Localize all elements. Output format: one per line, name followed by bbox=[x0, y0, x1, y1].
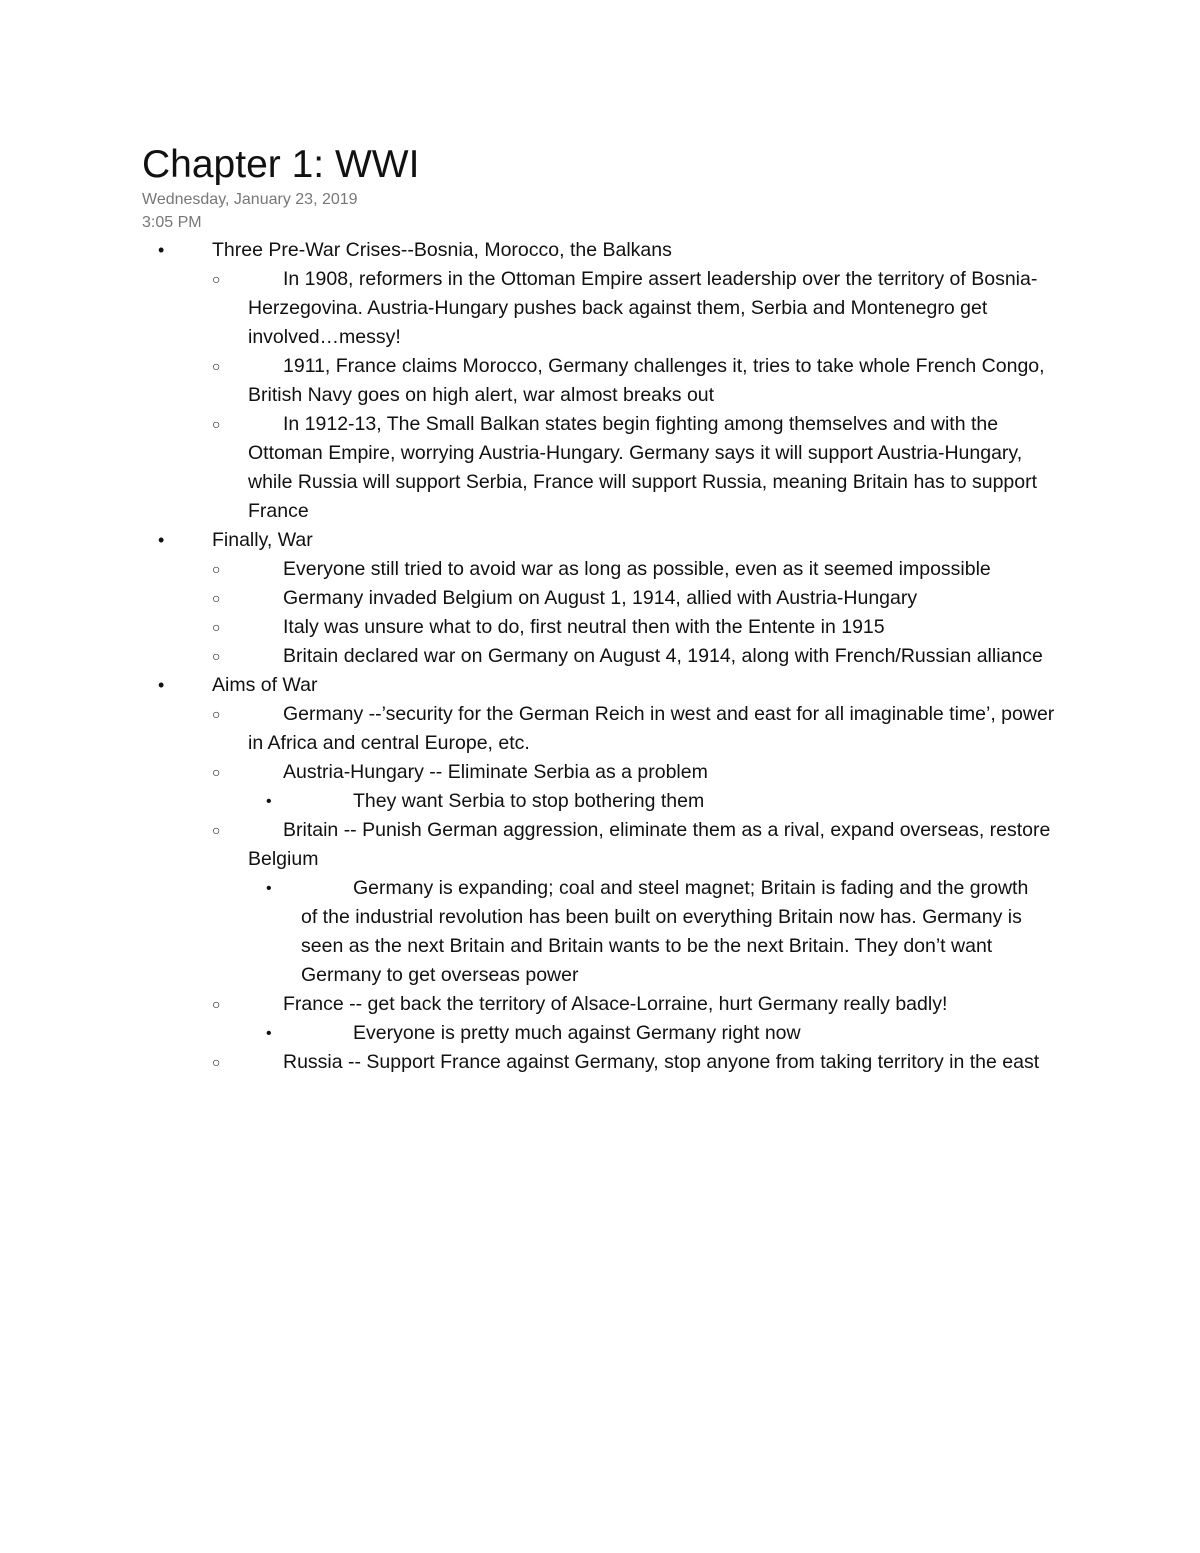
outline-heading-text: Three Pre-War Crises--Bosnia, Morocco, the Balkans bbox=[212, 239, 672, 261]
bullet-level2: ○ bbox=[212, 1054, 221, 1070]
outline-heading-text: Finally, War bbox=[212, 529, 313, 551]
outline-item-text: In 1908, reformers in the Ottoman Empire assert leadership over the territory of Bosnia-Herzegovina. Austria-Hungary pushes back against them, Serbia and Montenegro get involved…messy! bbox=[248, 268, 1038, 348]
bullet-level2: ○ bbox=[212, 561, 221, 577]
bullet-level3: • bbox=[266, 793, 272, 810]
bullet-level3: • bbox=[266, 880, 272, 897]
outline-item bbox=[0, 555, 1200, 584]
outline-item bbox=[0, 758, 1200, 787]
bullet-level2: ○ bbox=[212, 648, 221, 664]
outline-item-text: In 1912-13, The Small Balkan states begin fighting among themselves and with the Ottoman Empire, worrying Austria-Hungary. Germany says it will support Austria-Hungary, while Russia will support Serbia, France will support Russia, meaning Britain has to support France bbox=[248, 413, 1038, 522]
bullet-level2: ○ bbox=[212, 416, 221, 432]
outline-item-text: Italy was unsure what to do, first neutral then with the Entente in 1915 bbox=[283, 616, 885, 638]
outline-item-text: Everyone still tried to avoid war as long as possible, even as it seemed impossible bbox=[283, 558, 991, 580]
outline-subitem bbox=[0, 874, 1200, 990]
note-date: Wednesday, January 23, 2019 bbox=[142, 191, 358, 208]
outline-heading bbox=[0, 671, 1200, 700]
outline-subitem-text: Germany is expanding; coal and steel magnet; Britain is fading and the growth of the industrial revolution has been built on everything Britain now has. Germany is seen as the next Britain and Britain wants to be the next Britain. They don’t want Germany to get overseas power bbox=[301, 877, 1029, 986]
bullet-level3: • bbox=[266, 1025, 272, 1042]
bullet-level1: • bbox=[158, 530, 165, 550]
outline-item-text: Germany --’security for the German Reich in west and east for all imaginable time’, power in Africa and central Europe, etc. bbox=[248, 703, 1055, 754]
outline-heading bbox=[0, 526, 1200, 555]
bullet-level2: ○ bbox=[212, 996, 221, 1012]
outline-item-text: Germany invaded Belgium on August 1, 1914, allied with Austria-Hungary bbox=[283, 587, 918, 609]
outline-item bbox=[0, 265, 1200, 352]
bullet-level1: • bbox=[158, 675, 165, 695]
outline-item-text: 1911, France claims Morocco, Germany challenges it, tries to take whole French Congo, British Navy goes on high alert, war almost breaks out bbox=[248, 355, 1045, 406]
outline-item-text: Britain -- Punish German aggression, eliminate them as a rival, expand overseas, restore Belgium bbox=[248, 819, 1051, 870]
outline-heading bbox=[0, 236, 1200, 265]
note-outline bbox=[0, 236, 1200, 1077]
outline-item bbox=[0, 352, 1200, 410]
bullet-level2: ○ bbox=[212, 706, 221, 722]
outline-item-text: France -- get back the territory of Alsace-Lorraine, hurt Germany really badly! bbox=[283, 993, 948, 1015]
outline-item bbox=[0, 700, 1200, 758]
outline-subitem bbox=[0, 1019, 1200, 1048]
outline-item bbox=[0, 1048, 1200, 1077]
bullet-level2: ○ bbox=[212, 619, 221, 635]
bullet-level2: ○ bbox=[212, 590, 221, 606]
outline-subitem-text: They want Serbia to stop bothering them bbox=[353, 790, 705, 812]
outline-item-text: Austria-Hungary -- Eliminate Serbia as a problem bbox=[283, 761, 708, 783]
bullet-level2: ○ bbox=[212, 271, 221, 287]
outline-item bbox=[0, 642, 1200, 671]
outline-subitem-text: Everyone is pretty much against Germany right now bbox=[353, 1022, 801, 1044]
outline-item-text: Russia -- Support France against Germany, stop anyone from taking territory in the east bbox=[283, 1051, 1040, 1073]
page-title: Chapter 1: WWI bbox=[142, 143, 420, 186]
bullet-level2: ○ bbox=[212, 764, 221, 780]
outline-item-text: Britain declared war on Germany on August 4, 1914, along with French/Russian alliance bbox=[283, 645, 1043, 667]
bullet-level1: • bbox=[158, 240, 165, 260]
outline-item bbox=[0, 584, 1200, 613]
outline-heading-text: Aims of War bbox=[212, 674, 318, 696]
outline-item bbox=[0, 990, 1200, 1019]
outline-subitem bbox=[0, 787, 1200, 816]
note-time: 3:05 PM bbox=[142, 214, 202, 231]
outline-item bbox=[0, 816, 1200, 874]
bullet-level2: ○ bbox=[212, 822, 221, 838]
bullet-level2: ○ bbox=[212, 358, 221, 374]
outline-item bbox=[0, 410, 1200, 526]
outline-item bbox=[0, 613, 1200, 642]
